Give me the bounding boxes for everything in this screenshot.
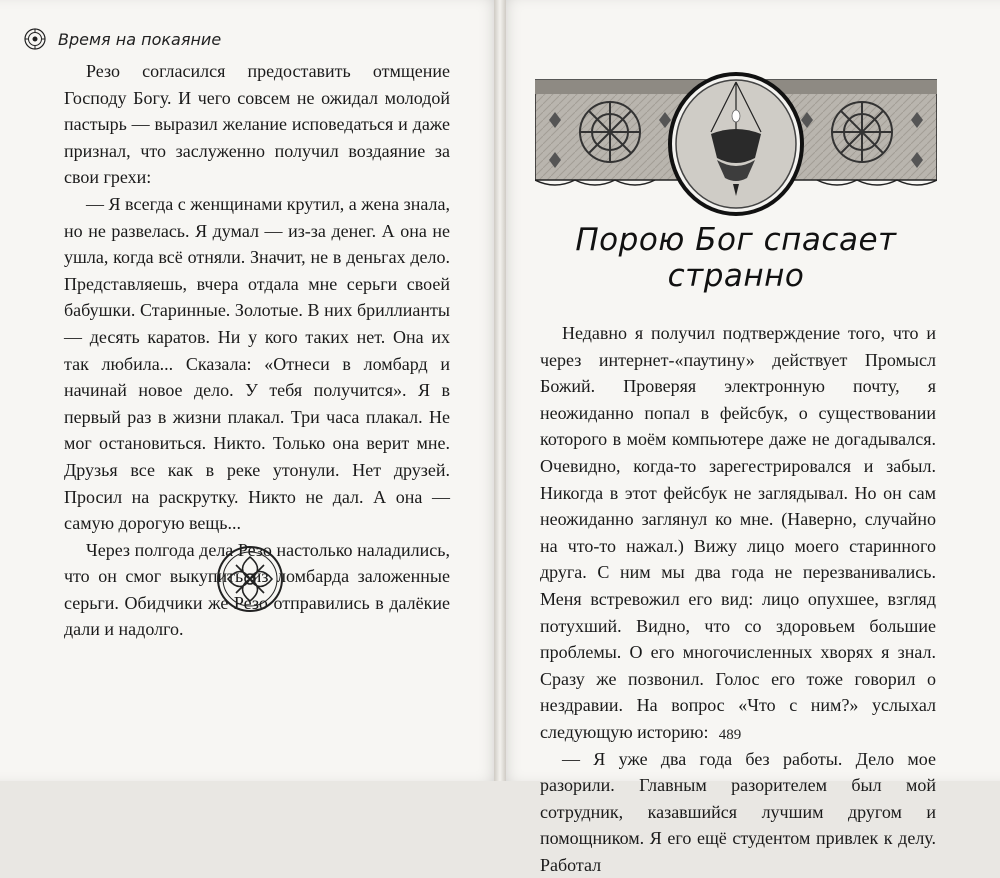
- paragraph: — Я уже два года без работы. Дело мое разорили. Главным разорителем был мой сотрудник, казавшийся лучшим другом и помощником. Я его ещё студентом привлек к делу. Работал: [540, 746, 936, 878]
- chapter-banner-illustration: [535, 72, 937, 217]
- paragraph: — Я всегда с женщинами крутил, а жена знала, но не развелась. Я думал — из-за денег. А она не ушла, когда всё отняли. Значит, не в деньгах дело. Представляешь, вчера отдала мне серьги своей бабушки. Старинные. Золотые. В них бриллианты — десять каратов. Ни у кого таких нет. Она их так любила... Сказала: «Отнеси в ломбард и начинай новое дело. У тебя получится». Я в первый раз в жизни плакал. Три часа плакал. Не мог остановиться. Никто. Только она верит мне. Друзья все как в реке утонули. Нет друзей. Просил на раскрутку. Никто не дал. А она — самую дорогую вещь...: [64, 191, 450, 537]
- running-head: [24, 28, 221, 50]
- chapter-title: Порою Бог спасает странно: [535, 222, 937, 294]
- page-number: 489: [700, 727, 760, 744]
- right-page-text: [540, 320, 936, 878]
- paragraph: Недавно я получил подтверждение того, что и через интернет-«паутину» действует Промысл Божий. Проверяя электронную почту, я неожиданно попал в фейсбук, о существовании которого в моём компьютере даже не догадывался. Очевидно, когда-то зарегестрировался и забыл. Никогда в этот фейсбук не заглядывал. Но он сам неожиданно заглянул ко мне. (Наверно, случайно на что-то нажал.) Вижу лицо моего старинного друга. С ним мы два года не перезванивались. Меня встревожил его вид: лицо опухшее, взгляд потухший. Видно, что со здоровьем большие проблемы. О его многочисленных хворях я знал. Сразу же позвонил. Голос его тоже говорил о нездравии. На вопрос «Что с ним?» услыхал следующую историю:: [540, 320, 936, 746]
- ornament-icon: [24, 28, 46, 50]
- running-head-title: Время на покаяние: [58, 30, 221, 49]
- paragraph: Через полгода дела Резо настолько наладились, что он смог выкупить из ломбарда заложенные серьги. Обидчики же Резо отправились в далёкие дали и надолго.: [64, 537, 450, 643]
- paragraph: Резо согласился предоставить отмщение Господу Богу. И чего совсем не ожидал молодой пастырь — выразил желание исповедаться и даже признал, что заслуженно получил воздаяние за свои грехи:: [64, 58, 450, 191]
- end-ornament-icon: [216, 545, 284, 613]
- book-gutter: [494, 0, 506, 781]
